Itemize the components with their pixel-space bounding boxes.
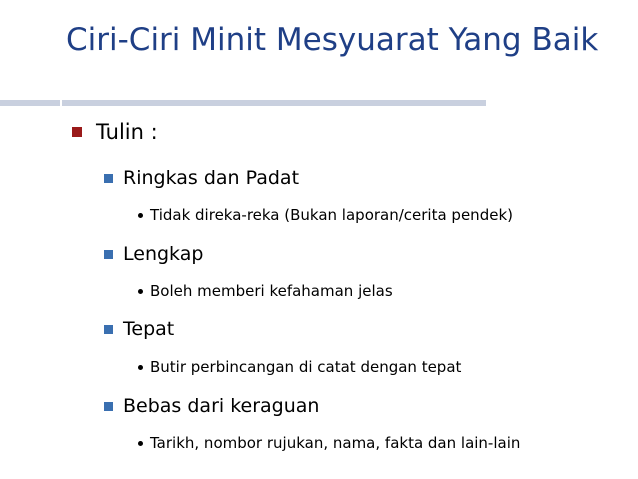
bullet-text: Bebas dari keraguan [123, 395, 320, 417]
bullet-level2-tepat [104, 318, 174, 340]
bullet-level3-bebas-detail [138, 434, 520, 452]
square-bullet-icon [104, 250, 113, 259]
dot-bullet-icon [138, 213, 143, 218]
dot-bullet-icon [138, 441, 143, 446]
bullet-level3-tepat-detail [138, 358, 461, 376]
bullet-text: Tidak direka-reka (Bukan laporan/cerita pendek) [150, 206, 513, 224]
dot-bullet-icon [138, 289, 143, 294]
bullet-text: Boleh memberi kefahaman jelas [150, 282, 393, 300]
square-bullet-icon [104, 402, 113, 411]
bullet-text: Ringkas dan Padat [123, 167, 300, 189]
bullet-text: Butir perbincangan di catat dengan tepat [150, 358, 462, 376]
bullet-level3-ringkas-detail [138, 206, 513, 224]
bullet-level2-lengkap [104, 243, 203, 265]
dot-bullet-icon [138, 365, 143, 370]
title-rule [62, 100, 486, 106]
bullet-text: Tulin : [96, 120, 158, 144]
bullet-text: Tepat [123, 318, 175, 340]
bullet-text: Lengkap [123, 243, 204, 265]
bullet-level2-ringkas [104, 167, 299, 189]
bullet-level1-tulin [72, 120, 158, 144]
bullet-level2-bebas [104, 395, 319, 417]
square-bullet-icon [72, 127, 82, 137]
bullet-level3-lengkap-detail [138, 282, 393, 300]
slide-title: Ciri-Ciri Minit Mesyuarat Yang Baik [66, 22, 599, 58]
title-rule-left [0, 100, 60, 106]
square-bullet-icon [104, 325, 113, 334]
bullet-text: Tarikh, nombor rujukan, nama, fakta dan lain-lain [150, 434, 521, 452]
square-bullet-icon [104, 174, 113, 183]
